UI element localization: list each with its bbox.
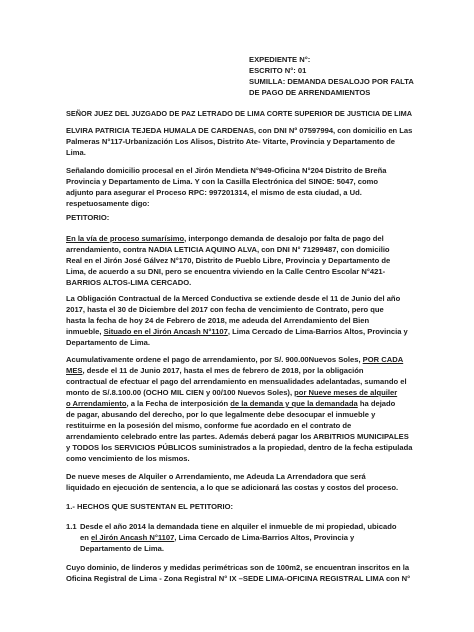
petitorio-line-1 bbox=[66, 234, 384, 244]
petitorio-line-5: BARRIOS ALTOS-LIMA CERCADO. bbox=[66, 278, 192, 287]
acumulativo-line-5-c: ha dejado bbox=[357, 399, 396, 408]
obligacion-line-1: La Obligación Contractual de la Merced Conductiva se extiende desde el 11 de Junio del año bbox=[66, 294, 401, 303]
cuyo-line-1: Cuyo dominio, de linderos y medidas perimétricas son de 100m2, se encuentran inscritos en la bbox=[66, 563, 410, 572]
domicilio-line-3: adjunto para asegurar el Proceso RPC: 997201314, el mismo de esta ciudad, a Ud. bbox=[66, 188, 362, 197]
acumulativo-line-7: restituirme en la posesión del mismo, conforme fue acordado en el contrato de bbox=[66, 421, 352, 430]
petitorio-line-3: Real en el Jirón José Gálvez N°170, Distrito de Pueblo Libre, Provincia y Departamento de bbox=[66, 256, 391, 265]
nueve-meses-line-1: De nueve meses de Alquiler o Arrendamiento, me Adeuda La Arrendadora que será bbox=[66, 472, 366, 481]
acumulativo-line-4-a: monto de S/.8.100.00 (OCHO MIL CIEN y 00/100 Nuevos Soles), bbox=[66, 388, 295, 397]
intro-line-1: ELVIRA PATRICIA TEJEDA HUMALA DE CARDENAS, con DNI Nº 07597994, con domicilio en Las bbox=[66, 126, 413, 135]
obligacion-line-5: Departamento de Lima. bbox=[66, 338, 150, 347]
petitorio-title: PETITORIO: bbox=[66, 213, 110, 222]
obligacion-line-2: 2017, hasta el 30 de Diciembre del 2017 con fecha de vencimiento de Contrato, pero que bbox=[66, 305, 384, 314]
domicilio-line-1: Señalando domicilio procesal en el Jirón Mendieta N°949-Oficina N°204 Distrito de Breña bbox=[66, 166, 387, 175]
acumulativo-line-9: y TODOS los SERVICIOS PÚBLICOS suministrados a la propiedad, dentro de la fecha estipulada bbox=[66, 443, 413, 452]
por-cada-text: POR CADA bbox=[362, 355, 404, 364]
cuyo-line-2: Oficina Registral de Lima - Zona Registral N° IX –SEDE LIMA-OFICINA REGISTRAL LIMA con N° bbox=[66, 574, 411, 583]
acumulativo-line-1-a: Acumulativamente ordene el pago de arrendamiento, por S/. 900.00Nuevos Soles, bbox=[66, 355, 363, 364]
acumulativo-line-1 bbox=[66, 355, 403, 365]
demanda-text: de la demanda y que la demandada bbox=[230, 399, 358, 408]
hecho-number: 1.1 bbox=[66, 522, 77, 531]
domicilio-line-2: Provincia y Departamento de Lima. Y con la Casilla Electrónica del SINOE: 5047, como bbox=[66, 177, 379, 186]
obligacion-line-3: hasta la fecha de hoy 24 de Febrero de 2018, me adeuda del Arrendamiento del Bien bbox=[66, 316, 370, 325]
escrito-label: ESCRITO N°: 01 bbox=[249, 66, 307, 75]
acumulativo-line-2 bbox=[66, 366, 364, 376]
acumulativo-line-5 bbox=[66, 399, 395, 409]
sumilla-line-2: DE PAGO DE ARRENDAMIENTOS bbox=[249, 88, 371, 97]
direccion-inmueble-text: Situado en el Jirón Ancash N°1107 bbox=[103, 327, 228, 336]
acumulativo-line-10: como vencimiento de los mismos. bbox=[66, 454, 190, 463]
petitorio-line-1-rest: , interpongo demanda de desalojo por falta de pago del bbox=[184, 234, 384, 243]
hecho-line-2-b: , Lima Cercado de Lima-Barrios Altos, Provincia y bbox=[174, 533, 355, 542]
hechos-title: 1.- HECHOS QUE SUSTENTAN EL PETITORIO: bbox=[66, 502, 234, 511]
nueve-meses-line-2: liquidado en ejecución de sentencia, a lo que se adicionará las costas y costos del proceso. bbox=[66, 483, 399, 492]
petitorio-line-2: arrendamiento, contra NADIA LETICIA AQUINO ALVA, con DNI N° 71299487, con domicilio bbox=[66, 245, 390, 254]
intro-line-2: Palmeras N°117-Urbanización Los Alisos, Distrito Ate- Vitarte, Provincia y Departamento de bbox=[66, 137, 395, 146]
jiron-ancash-text: el Jirón Ancash N°1107 bbox=[90, 533, 175, 542]
obligacion-line-4 bbox=[66, 327, 408, 337]
acumulativo-line-2-b: , desde el 11 de Junio 2017, hasta el mes de febrero de 2018, por la obligación bbox=[82, 366, 364, 375]
petitorio-line-4: Lima, de acuerdo a su DNI, pero se encuentra viviendo en la Calle Centro Escolar N°421- bbox=[66, 267, 386, 276]
addressee: SEÑOR JUEZ DEL JUZGADO DE PAZ LETRADO DE LIMA CORTE SUPERIOR DE JUSTICIA DE LIMA bbox=[66, 109, 413, 118]
intro-line-3: Lima. bbox=[66, 148, 86, 157]
arrendamiento-text: o Arrendamiento bbox=[66, 399, 127, 408]
domicilio-line-4: respetuosamente digo: bbox=[66, 199, 150, 208]
acumulativo-line-4 bbox=[66, 388, 397, 398]
sumilla-line-1: SUMILLA: DEMANDA DESALOJO POR FALTA bbox=[249, 77, 414, 86]
acumulativo-line-3: contractual de efectuar el pago del arrendamiento en mensualidades adelantadas, sumando el bbox=[66, 377, 407, 386]
obligacion-line-4-b: , Lima Cercado de Lima-Barrios Altos, Provincia y bbox=[227, 327, 408, 336]
hecho-line-1: Desde el año 2014 la demandada tiene en alquiler el inmueble de mi propiedad, ubicado bbox=[80, 522, 397, 531]
proceso-sumarisimo-text: En la vía de proceso sumarísimo bbox=[66, 234, 185, 243]
nueve-meses-text: por Nueve meses de alquiler bbox=[294, 388, 398, 397]
mes-text: MES bbox=[66, 366, 83, 375]
hecho-line-2-a: en bbox=[80, 533, 91, 542]
expediente-label: EXPEDIENTE N°: bbox=[249, 55, 311, 64]
acumulativo-line-8: arrendamiento celebrado entre las partes. Además deberá pagar los ARBITRIOS MUNICIPALES bbox=[66, 432, 409, 441]
acumulativo-line-5-b: , a la Fecha de interposición bbox=[126, 399, 231, 408]
hecho-line-2 bbox=[80, 533, 354, 543]
obligacion-line-4-a: inmueble, bbox=[66, 327, 104, 336]
hecho-line-3: Departamento de Lima. bbox=[80, 544, 164, 553]
acumulativo-line-6: de pagar, abusando del derecho, por lo que legalmente debe desocupar el inmueble y bbox=[66, 410, 376, 419]
